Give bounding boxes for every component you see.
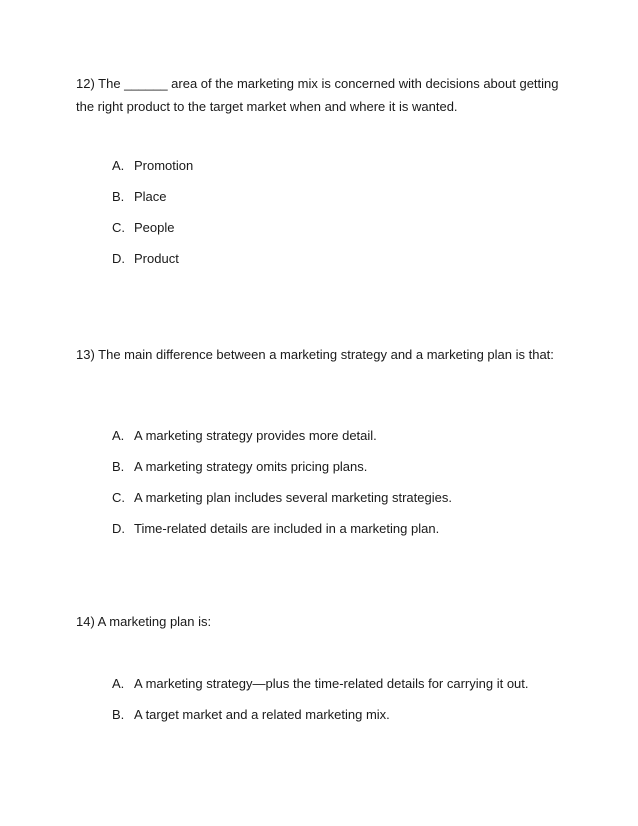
- option-text: People: [134, 220, 175, 235]
- option-text: A marketing strategy—plus the time-related details for carrying it out.: [134, 676, 529, 691]
- option-letter: A.: [112, 676, 125, 691]
- option-text: A marketing strategy omits pricing plans.: [134, 459, 368, 474]
- option-text: A target market and a related marketing mix.: [134, 707, 390, 722]
- option-letter: A.: [112, 428, 125, 443]
- option-text: Time-related details are included in a marketing plan.: [134, 521, 440, 536]
- question-14-text: 14) A marketing plan is:: [76, 614, 212, 629]
- option-letter: C.: [112, 220, 125, 235]
- option-letter: B.: [112, 459, 125, 474]
- question-13-option-c: [112, 490, 452, 521]
- question-14-options: [112, 676, 529, 738]
- question-13-text: 13) The main difference between a marketing strategy and a marketing plan is that:: [76, 347, 554, 362]
- option-letter: D.: [112, 521, 125, 536]
- question-13-option-b: [112, 459, 452, 490]
- question-13-option-d: [112, 521, 452, 552]
- question-14-option-b: [112, 707, 529, 738]
- option-letter: B.: [112, 189, 125, 204]
- option-text: Promotion: [134, 158, 194, 173]
- question-12-option-a: [112, 158, 193, 189]
- option-letter: D.: [112, 251, 125, 266]
- question-12-text: 12) The ______ area of the marketing mix is concerned with decisions about getting the right product to the target market when and where it is wanted.: [76, 76, 559, 114]
- question-12-options: [112, 158, 193, 282]
- question-12-option-d: [112, 251, 193, 282]
- question-13-option-a: [112, 428, 452, 459]
- option-letter: C.: [112, 490, 125, 505]
- option-text: A marketing strategy provides more detail.: [134, 428, 377, 443]
- question-12-option-c: [112, 220, 193, 251]
- option-text: Place: [134, 189, 167, 204]
- option-text: Product: [134, 251, 179, 266]
- option-letter: A.: [112, 158, 125, 173]
- question-13-options: [112, 428, 452, 552]
- option-text: A marketing plan includes several marketing strategies.: [134, 490, 452, 505]
- question-14-option-a: [112, 676, 529, 707]
- option-letter: B.: [112, 707, 125, 722]
- question-12-option-b: [112, 189, 193, 220]
